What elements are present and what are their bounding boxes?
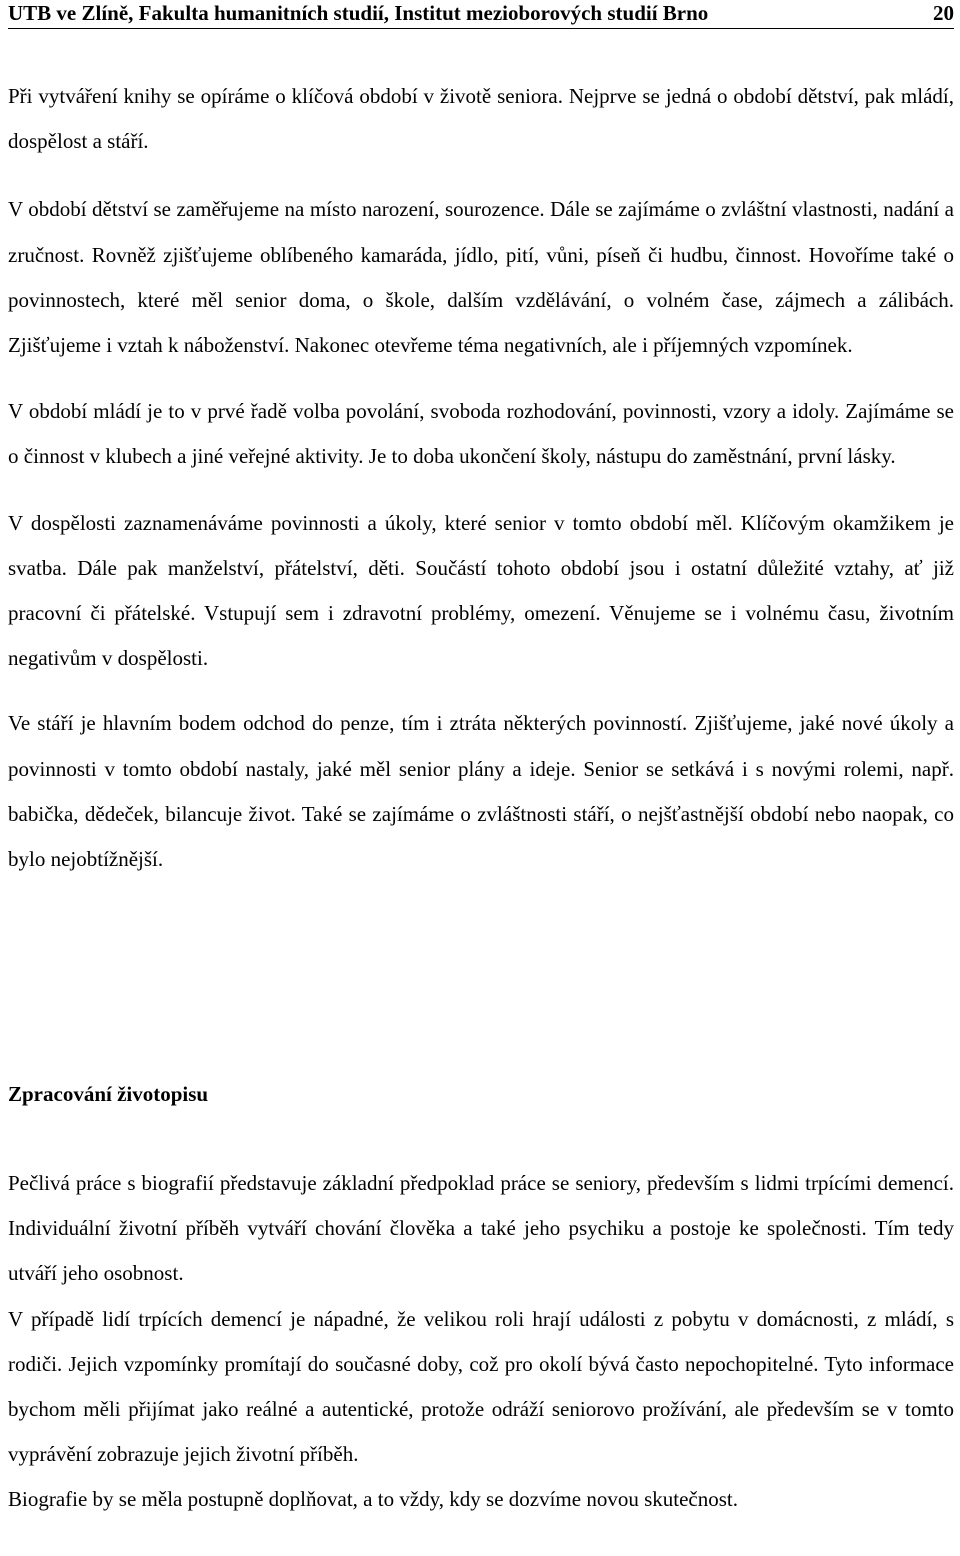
paragraph-adulthood: V dospělosti zaznamenáváme povinnosti a úkoly, které senior v tomto období měl. Klíčovým okamžikem je svatba. Dále pak manželství, přátelství, děti. Součástí tohoto období jsou i ostatní důležité vztahy, ať již pracovní či přátelské. Vstupují sem i zdravotní problémy, omezení. Věnujeme se i volnému času, životním negativům v dospělosti. bbox=[8, 510, 954, 671]
page-number: 20 bbox=[933, 1, 954, 25]
paragraph-updating: Biografie by se měla postupně doplňovat, a to vždy, kdy se dozvíme novou skutečnost. bbox=[8, 1487, 738, 1512]
paragraph-dementia: V případě lidí trpících demencí je nápadné, že velikou roli hrají události z pobytu v domácnosti, z mládí, s rodiči. Jejich vzpomínky promítají do současné doby, což pro okolí bývá často nepochopitelné. Tyto informace bychom měli přijímat jako reálné a autentické, protože odráží seniorovo prožívání, ale především se v tomto vyprávění zobrazuje jejich životní příběh. bbox=[8, 1306, 954, 1467]
header-title: UTB ve Zlíně, Fakulta humanitních studií, Institut mezioborových studií Brno bbox=[8, 1, 709, 25]
paragraph-childhood: V období dětství se zaměřujeme na místo narození, sourozence. Dále se zajímáme o zvláštní vlastnosti, nadání a zručnost. Rovněž zjišťujeme oblíbeného kamaráda, jídlo, pití, vůni, píseň či hudbu, činnost. Hovoříme také o povinnostech, které měl senior doma, o škole, dalším vzdělávání, o volném čase, zájmech a zálibách. Zjišťujeme i vztah k náboženství. Nakonec otevřeme téma negativních, ale i příjemných vzpomínek. bbox=[8, 197, 954, 358]
document-page bbox=[8, 0, 954, 1512]
running-header bbox=[8, 0, 954, 29]
paragraph-youth: V období mládí je to v prvé řadě volba povolání, svoboda rozhodování, povinnosti, vzory a idoly. Zajímáme se o činnost v klubech a jiné veřejné aktivity. Je to doba ukončení školy, nástupu do zaměstnání, první lásky. bbox=[8, 399, 954, 469]
body-top bbox=[8, 74, 954, 882]
paragraph-intro: Při vytváření knihy se opíráme o klíčová období v životě seniora. Nejprve se jedná o období dětství, pak mládí, dospělost a stáří. bbox=[8, 84, 954, 154]
section-heading: Zpracování životopisu bbox=[8, 1082, 209, 1106]
paragraph-biography: Pečlivá práce s biografií představuje základní předpoklad práce se seniory, především s lidmi trpícími demencí. Individuální životní příběh vytváří chování člověka a také jeho psychiku a postoje ke společnosti. Tím tedy utváří jeho osobnost. bbox=[8, 1171, 954, 1286]
body-bottom bbox=[8, 1072, 954, 1523]
paragraph-old-age: Ve stáří je hlavním bodem odchod do penze, tím i ztráta některých povinností. Zjišťujeme, jaké nové úkoly a povinnosti v tomto období nastaly, jaké měl senior plány a ideje. Senior se setkává i s novými rolemi, např. babička, dědeček, bilancuje život. Také se zajímáme o zvláštnosti stáří, o nejšťastnější období nebo naopak, co bylo nejobtížnější. bbox=[8, 711, 954, 872]
